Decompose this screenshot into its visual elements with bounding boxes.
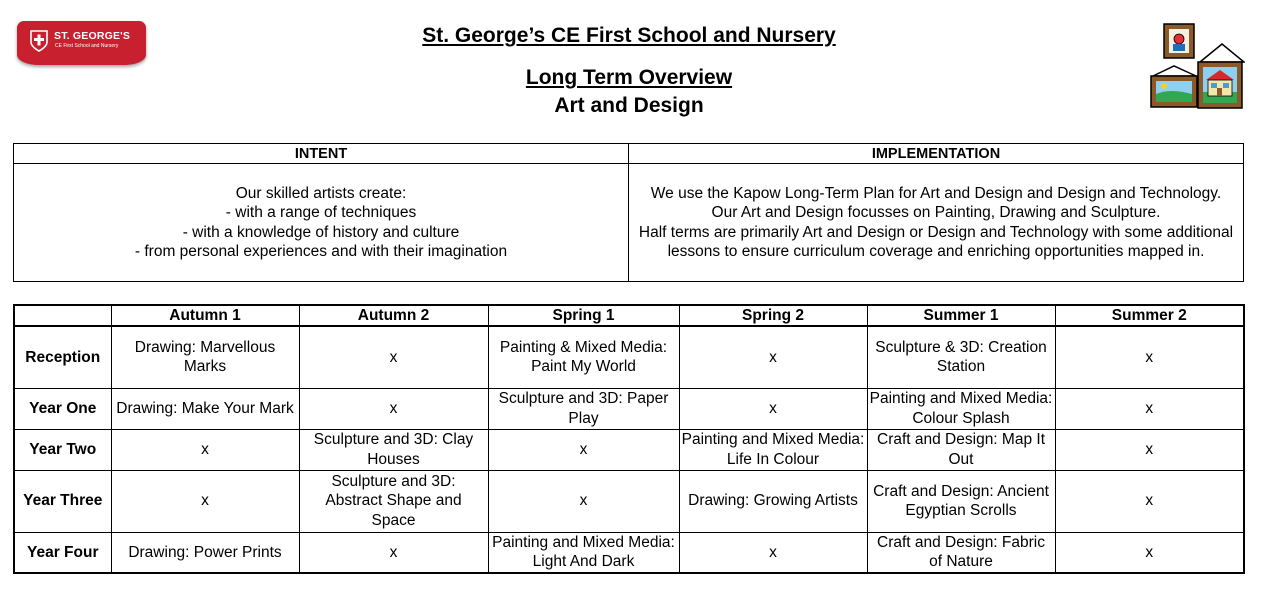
table-cell: Painting and Mixed Media: Light And Dark [488, 532, 679, 573]
table-cell: x [1055, 429, 1244, 470]
table-cell: Painting and Mixed Media: Life In Colour [679, 429, 867, 470]
intent-line: Our skilled artists create: [235, 184, 407, 202]
row-header: Year Four [14, 532, 111, 573]
table-cell: Drawing: Growing Artists [679, 470, 867, 532]
table-cell: Painting & Mixed Media: Paint My World [488, 326, 679, 388]
intent-implementation-table [13, 143, 1244, 282]
table-row [14, 470, 1244, 532]
column-header: Spring 1 [488, 305, 679, 326]
column-header: Autumn 1 [111, 305, 299, 326]
intent-text [14, 164, 629, 282]
table-cell: Sculpture and 3D: Paper Play [488, 388, 679, 429]
table-row [14, 326, 1244, 388]
table-cell: x [111, 470, 299, 532]
table-cell: Craft and Design: Map It Out [867, 429, 1055, 470]
table-cell: Sculpture & 3D: Creation Station [867, 326, 1055, 388]
long-term-plan-table [13, 304, 1245, 574]
table-cell: Sculpture and 3D: Clay Houses [299, 429, 488, 470]
row-header: Year Two [14, 429, 111, 470]
intent-line: - with a range of techniques [225, 204, 417, 221]
table-cell: x [679, 532, 867, 573]
table-corner [14, 305, 111, 326]
intent-heading: INTENT [14, 144, 629, 164]
row-header: Year One [14, 388, 111, 429]
logo-name: ST. GEORGE'S [54, 30, 131, 42]
table-cell: x [488, 470, 679, 532]
logo-subtitle: CE First School and Nursery [55, 43, 119, 49]
table-row [14, 388, 1244, 429]
table-cell: Drawing: Make Your Mark [111, 388, 299, 429]
table-cell: Drawing: Power Prints [111, 532, 299, 573]
implementation-heading: IMPLEMENTATION [629, 144, 1244, 164]
table-cell: x [111, 429, 299, 470]
table-cell: Painting and Mixed Media: Colour Splash [867, 388, 1055, 429]
column-header: Summer 2 [1055, 305, 1244, 326]
table-cell: x [299, 532, 488, 573]
table-cell: x [299, 388, 488, 429]
column-header: Spring 2 [679, 305, 867, 326]
pictures-clipart-icon [1150, 22, 1245, 110]
column-header: Summer 1 [867, 305, 1055, 326]
table-cell: x [488, 429, 679, 470]
row-header: Reception [14, 326, 111, 388]
page-title: Long Term Overview [525, 66, 733, 89]
table-cell: x [1055, 326, 1244, 388]
table-row [14, 532, 1244, 573]
implementation-line: Half terms are primarily Art and Design or Design and Technology with some additional lessons to ensure curriculum coverage and enriching opportunities mapped in. [638, 223, 1234, 260]
table-cell: x [1055, 470, 1244, 532]
table-row [14, 429, 1244, 470]
intent-line: - from personal experiences and with their imagination [134, 243, 508, 260]
table-cell: x [679, 326, 867, 388]
table-cell: Craft and Design: Fabric of Nature [867, 532, 1055, 573]
row-header: Year Three [14, 470, 111, 532]
table-cell: Drawing: Marvellous Marks [111, 326, 299, 388]
column-header: Autumn 2 [299, 305, 488, 326]
implementation-text [629, 164, 1244, 282]
table-cell: Sculpture and 3D: Abstract Shape and Space [299, 470, 488, 532]
school-name: St. George’s CE First School and Nursery [422, 24, 836, 47]
subject-title: Art and Design [554, 94, 704, 117]
table-cell: x [1055, 388, 1244, 429]
implementation-line: Our Art and Design focusses on Painting, Drawing and Sculpture. [711, 204, 1161, 221]
table-cell: Craft and Design: Ancient Egyptian Scrolls [867, 470, 1055, 532]
implementation-line: We use the Kapow Long-Term Plan for Art and Design and Design and Technology. [650, 184, 1222, 202]
table-cell: x [1055, 532, 1244, 573]
table-cell: x [679, 388, 867, 429]
intent-line: - with a knowledge of history and culture [182, 223, 460, 241]
table-cell: x [299, 326, 488, 388]
